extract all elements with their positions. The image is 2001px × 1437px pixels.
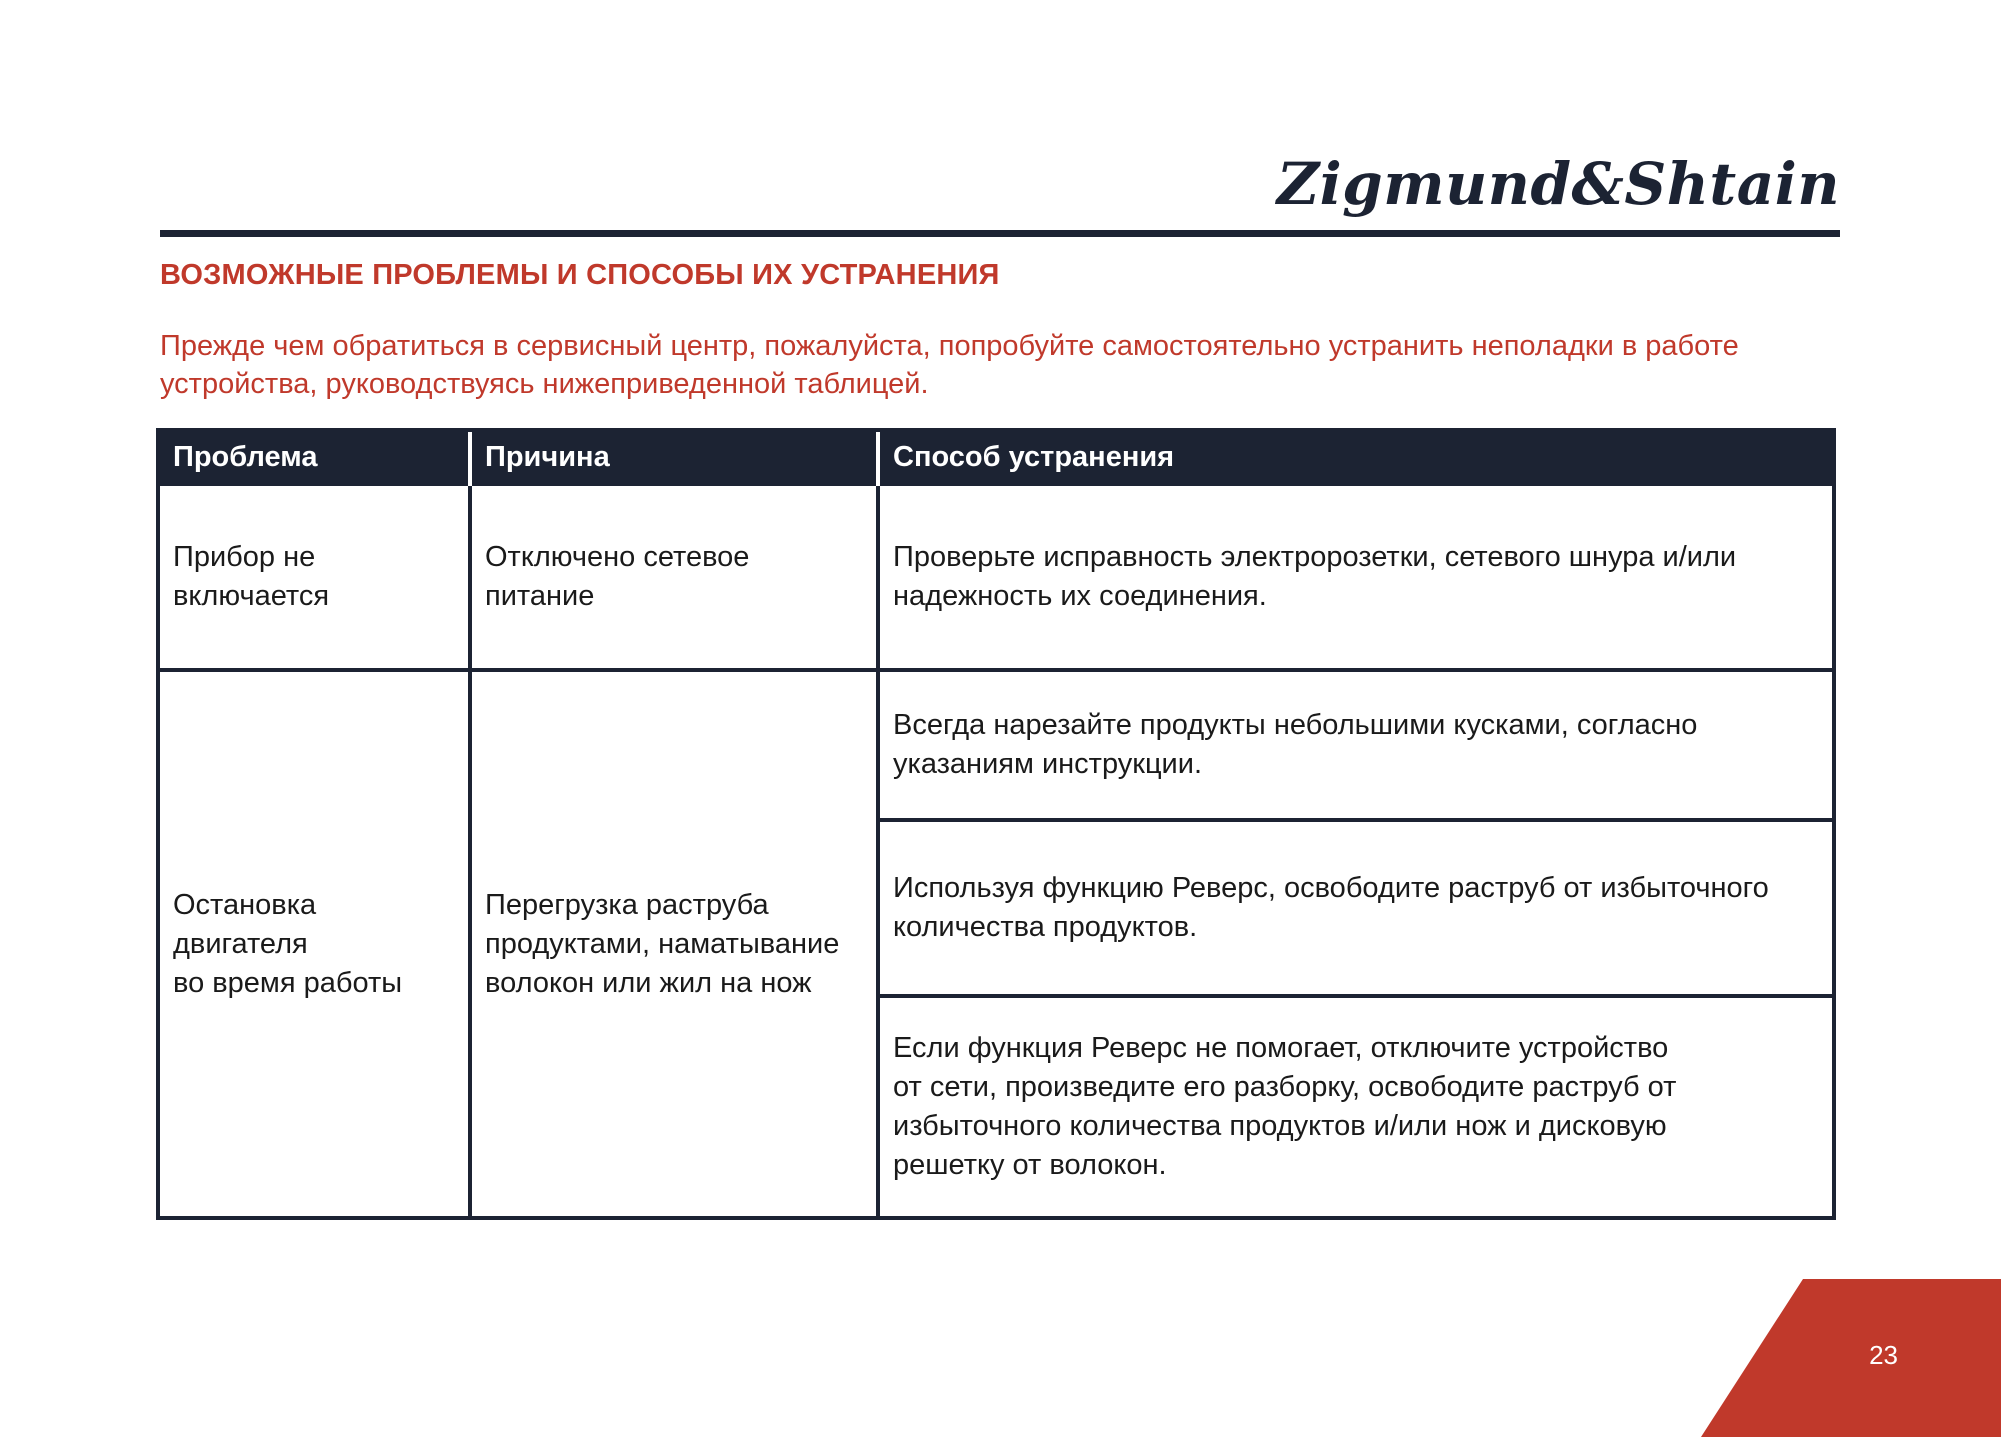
cause-text: Отключено сетевое питание <box>485 541 750 612</box>
problem-cell <box>160 484 470 670</box>
problem-cell <box>160 670 470 1216</box>
solution-cell <box>878 820 1832 996</box>
solution-cell <box>878 484 1832 670</box>
solution-text: Всегда нарезайте продукты небольшими кусками, согласно указаниям инструкции. <box>893 709 1698 780</box>
table-row <box>160 484 1832 670</box>
solution-text: Если функция Реверс не помогает, отключите устройство от сети, произведите его разборку, освободите раструб от избыточного количества продуктов и/или нож и дисковую решетку от волокон. <box>893 1032 1677 1181</box>
problem-text: Прибор не включается <box>173 541 330 612</box>
troubleshooting-table <box>156 428 1836 1220</box>
section-title: ВОЗМОЖНЫЕ ПРОБЛЕМЫ И СПОСОБЫ ИХ УСТРАНЕНИЯ <box>160 259 1000 291</box>
cause-text: Перегрузка раструба продуктами, наматывание волокон или жил на нож <box>485 888 840 999</box>
corner-accent-shape <box>1701 1279 2001 1437</box>
solution-text: Проверьте исправность электророзетки, сетевого шнура и/или надежность их соединения. <box>893 541 1737 612</box>
table-row <box>160 670 1832 820</box>
column-header-solution: Способ устранения <box>878 432 1832 484</box>
solution-cell <box>878 996 1832 1216</box>
header-divider <box>160 230 1840 237</box>
table-header-row <box>160 432 1832 484</box>
solution-text: Используя функцию Реверс, освободите раструб от избыточного количества продуктов. <box>893 872 1769 943</box>
column-header-problem: Проблема <box>160 432 470 484</box>
column-header-cause: Причина <box>470 432 878 484</box>
problem-text: Остановка двигателя во время работы <box>173 888 403 999</box>
intro-paragraph: Прежде чем обратиться в сервисный центр, пожалуйста, попробуйте самостоятельно устранить неполадки в работе устройства, руководствуясь нижеприведенной таблицей. <box>160 330 1739 400</box>
solution-cell <box>878 670 1832 820</box>
page-number: 23 <box>1869 1340 1898 1370</box>
cause-cell <box>470 670 878 1216</box>
brand-logo: Zigmund&Shtain <box>1276 150 1840 218</box>
cause-cell <box>470 484 878 670</box>
